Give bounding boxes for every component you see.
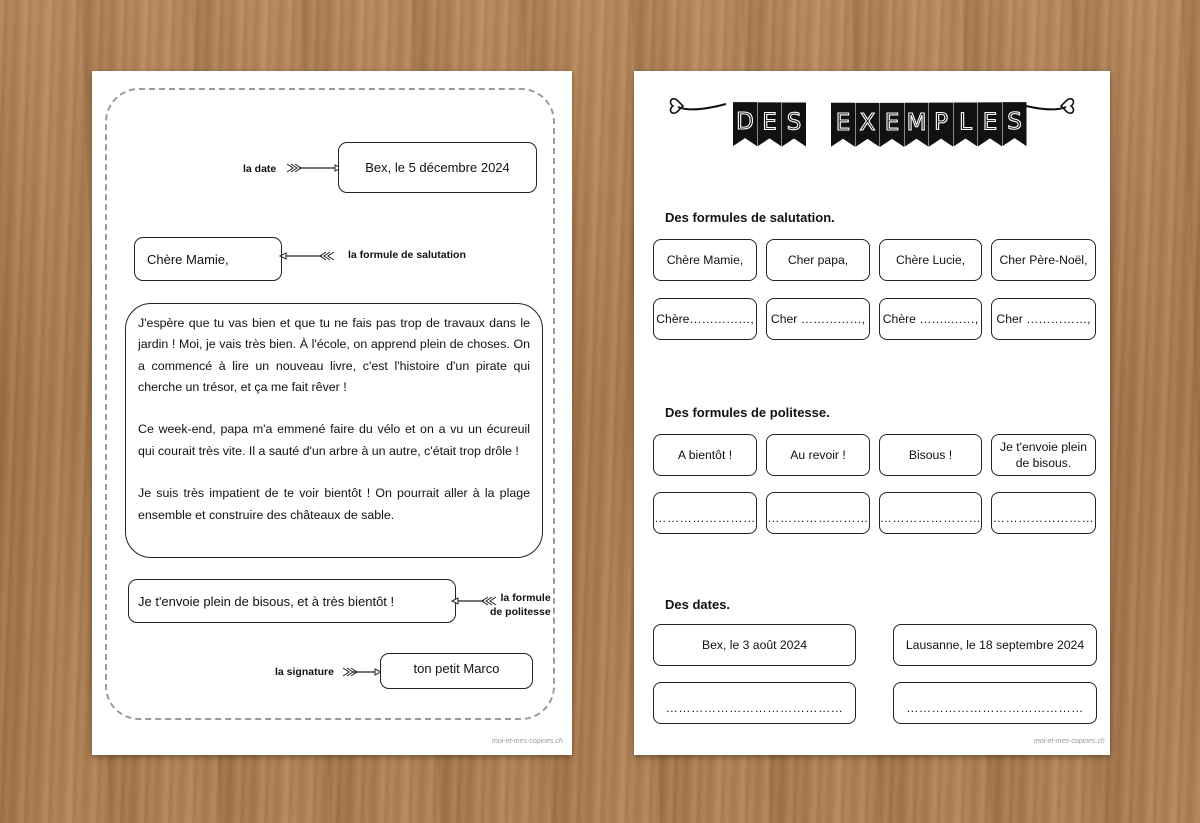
salutation-section-title: Des formules de salutation. bbox=[665, 210, 835, 225]
example-box bbox=[991, 434, 1096, 476]
example-box bbox=[893, 624, 1097, 666]
banner-letter: S bbox=[1007, 109, 1022, 136]
politeness-label-line1: la formule bbox=[500, 592, 551, 604]
blank-text: …………………… bbox=[767, 511, 869, 525]
salutation-label: la formule de salutation bbox=[348, 249, 466, 261]
arrow-icon bbox=[278, 248, 336, 264]
banner-letter: P bbox=[934, 109, 948, 136]
example-text: Chère Mamie, bbox=[666, 253, 744, 267]
example-text: Chère Lucie, bbox=[895, 253, 966, 267]
example-text: Au revoir ! bbox=[790, 448, 846, 462]
example-text: Bisous ! bbox=[908, 448, 953, 462]
blank-text: Chère……………, bbox=[656, 312, 754, 326]
signature-box bbox=[380, 653, 533, 689]
examples-page bbox=[634, 71, 1110, 755]
blank-text: …………………………………… bbox=[906, 701, 1084, 715]
example-box bbox=[879, 434, 982, 476]
example-text: Bex, le 3 août 2024 bbox=[701, 638, 808, 652]
example-box bbox=[653, 239, 757, 281]
blank-box bbox=[766, 492, 870, 534]
blank-box bbox=[991, 492, 1096, 534]
banner-letter: M bbox=[906, 109, 927, 136]
salutation-box bbox=[134, 237, 282, 281]
footer-credit: moi-et-mes-copines.ch bbox=[492, 738, 563, 745]
banner-letter: L bbox=[959, 109, 972, 136]
blank-box bbox=[893, 682, 1097, 724]
date-box bbox=[338, 142, 537, 193]
heart-icon bbox=[670, 99, 683, 113]
banner-letter: D bbox=[736, 109, 754, 136]
banner-letter: E bbox=[762, 109, 777, 136]
blank-box bbox=[653, 492, 757, 534]
example-box bbox=[766, 434, 870, 476]
date-label: la date bbox=[243, 163, 277, 175]
banner-letter: X bbox=[859, 109, 876, 136]
body-paragraph-2: Ce week-end, papa m'a emmené faire du vélo et on a vu un écureuil qui courait très vite. Il a sauté d'un arbre à un autre, c'était trop drôle ! bbox=[138, 422, 530, 458]
politeness-label bbox=[490, 591, 551, 619]
blank-text: Chère ……..……, bbox=[882, 312, 979, 326]
blank-text: Cher ……………, bbox=[770, 312, 866, 326]
banner bbox=[634, 71, 1110, 161]
banner-letter: E bbox=[982, 109, 998, 136]
example-box bbox=[653, 434, 757, 476]
blank-box bbox=[991, 298, 1096, 340]
example-box bbox=[766, 239, 870, 281]
blank-box bbox=[653, 298, 757, 340]
politeness-box bbox=[128, 579, 456, 623]
body-paragraph-1: J'espère que tu vas bien et que tu ne fais pas trop de travaux dans le jardin ! Moi, je vais très bien. À l'école, on apprend plein de choses. On a commencé à lire un nouveau livre, c'est l'histoire d'un pirate qui cherche un trésor, et ça me fait rêver ! bbox=[138, 316, 530, 394]
body-paragraph-3: Je suis très impatient de te voir bientôt ! On pourrait aller à la plage ensemble et construire des châteaux de sable. bbox=[138, 486, 530, 522]
politeness-label-line2: de politesse bbox=[490, 606, 551, 618]
example-text: Je t'envoie plein de bisous. bbox=[999, 440, 1088, 470]
signature-label: la signature bbox=[275, 666, 334, 678]
blank-box bbox=[879, 492, 982, 534]
arrow-icon bbox=[341, 664, 383, 680]
signature-value: ton petit Marco bbox=[413, 661, 500, 676]
blank-text: Cher ……………, bbox=[996, 312, 1091, 326]
example-text: Cher papa, bbox=[787, 253, 849, 267]
politeness-value: Je t'envoie plein de bisous, et à très bientôt ! bbox=[138, 593, 395, 609]
blank-text: …………………… bbox=[879, 511, 982, 525]
example-box bbox=[879, 239, 982, 281]
date-value: Bex, le 5 décembre 2024 bbox=[365, 160, 510, 175]
banner-flags bbox=[733, 102, 1027, 147]
heart-icon bbox=[1061, 99, 1074, 113]
blank-box bbox=[766, 298, 870, 340]
banner-letter: E bbox=[835, 109, 851, 136]
blank-box bbox=[879, 298, 982, 340]
footer-credit: moi-et-mes-copines.ch bbox=[1034, 738, 1105, 745]
example-box bbox=[991, 239, 1096, 281]
example-text: A bientôt ! bbox=[677, 448, 733, 462]
blank-box bbox=[653, 682, 856, 724]
arrow-icon bbox=[285, 160, 343, 176]
salutation-value: Chère Mamie, bbox=[147, 251, 229, 267]
example-text: Cher Père-Noël, bbox=[999, 253, 1088, 267]
blank-text: …………………… bbox=[992, 511, 1095, 525]
politesse-section-title: Des formules de politesse. bbox=[665, 405, 830, 420]
blank-text: …………………… bbox=[654, 511, 756, 525]
letter-page bbox=[92, 71, 572, 755]
blank-text: …………………………………… bbox=[665, 701, 844, 715]
example-text: Lausanne, le 18 septembre 2024 bbox=[905, 638, 1085, 652]
example-box bbox=[653, 624, 856, 666]
dates-section-title: Des dates. bbox=[665, 597, 731, 612]
letter-body bbox=[125, 303, 543, 558]
banner-letter: E bbox=[884, 109, 900, 136]
banner-letter: S bbox=[786, 109, 802, 136]
